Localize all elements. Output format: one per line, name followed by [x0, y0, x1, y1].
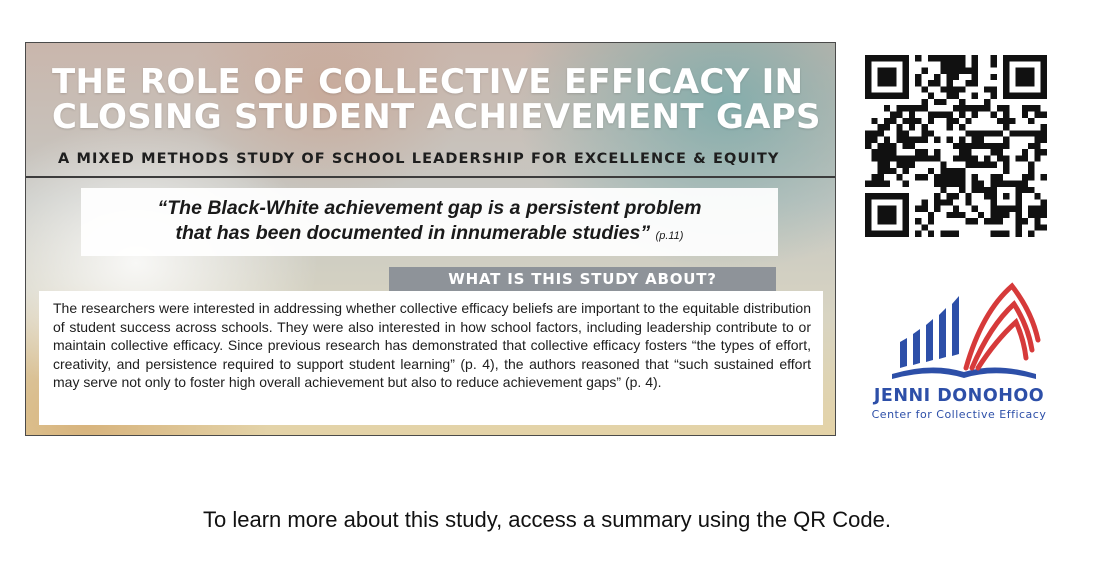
- study-summary-card: [25, 42, 836, 436]
- logo-name: JENNI DONOHOO: [873, 386, 1045, 406]
- study-title: [52, 62, 822, 137]
- quote-line-1: “The Black-White achievement gap is a persistent problem: [157, 197, 702, 219]
- study-description: The researchers were interested in addressing whether collective efficacy beliefs are important to the equitable distribution of student success across schools. They were also interested in how school factors, including leadership contribute to or maintain collective efficacy. Since previous research has demonstrated that collective efficacy fosters “the types of effort, creativity, and persistence required to support student learning” (p. 4), the authors reasoned that “such sustained effort may serve not only to foster high overall achievement but also to reduce achievement gaps” (p. 4).: [53, 300, 811, 390]
- quote-citation: (p.11): [655, 230, 684, 242]
- quote-line-2-text: that has been documented in innumerable studies”: [175, 222, 651, 244]
- logo-tagline: Center for Collective Efficacy: [871, 408, 1047, 421]
- quote-text: [81, 196, 778, 249]
- study-description-box: [39, 291, 823, 425]
- study-title-line-1: THE ROLE OF COLLECTIVE EFFICACY IN: [52, 62, 804, 102]
- qr-code-icon[interactable]: [865, 55, 1047, 237]
- study-subtitle: A MIXED METHODS STUDY OF SCHOOL LEADERSHIP FOR EXCELLENCE & EQUITY: [58, 151, 780, 167]
- footer-instruction: To learn more about this study, access a summary using the QR Code.: [202, 507, 891, 532]
- quote-box: [81, 188, 778, 256]
- divider: [26, 176, 835, 178]
- section-heading-banner: [389, 267, 776, 291]
- section-heading: WHAT IS THIS STUDY ABOUT?: [448, 270, 717, 288]
- study-title-line-2: CLOSING STUDENT ACHIEVEMENT GAPS: [52, 97, 821, 137]
- quote-line-2: [81, 221, 778, 249]
